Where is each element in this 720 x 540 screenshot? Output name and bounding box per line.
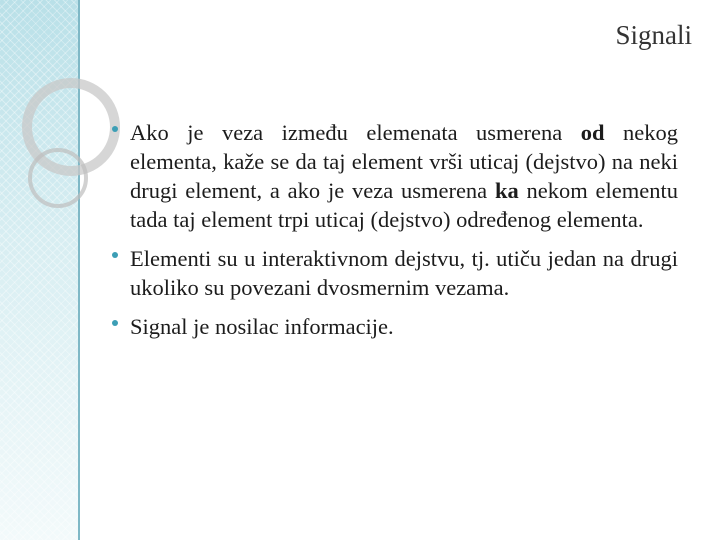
bullet-bold-text: od — [580, 120, 605, 145]
bullet-text: nekom elementu tada taj element trpi uticaj (dejstvo) određenog elementa. — [130, 178, 679, 232]
bullet-text: Ako je veza između elemenata usmerena — [130, 120, 581, 145]
bullet-icon — [112, 320, 118, 326]
bullet-icon — [112, 252, 118, 258]
bullet-item — [112, 244, 678, 302]
bullet-item — [112, 312, 678, 341]
bullet-text: Elementi su u interaktivnom dejstvu, tj. utiču jedan na drugi ukoliko su povezani dvosmernim vezama. — [130, 246, 678, 300]
bullet-item — [112, 118, 678, 234]
bullet-bold-text: ka — [494, 178, 519, 203]
bullet-text: Signal je nosilac informacije. — [130, 314, 394, 339]
bullet-list — [112, 118, 678, 351]
slide-title: Signali — [615, 20, 692, 50]
bullet-text: nekog elementa, kaže se da taj element vrši uticaj (dejstvo) na neki drugi element, a ako je veza usmerena — [130, 120, 678, 203]
decorative-ring-small — [28, 148, 88, 208]
bullet-icon — [112, 126, 118, 132]
